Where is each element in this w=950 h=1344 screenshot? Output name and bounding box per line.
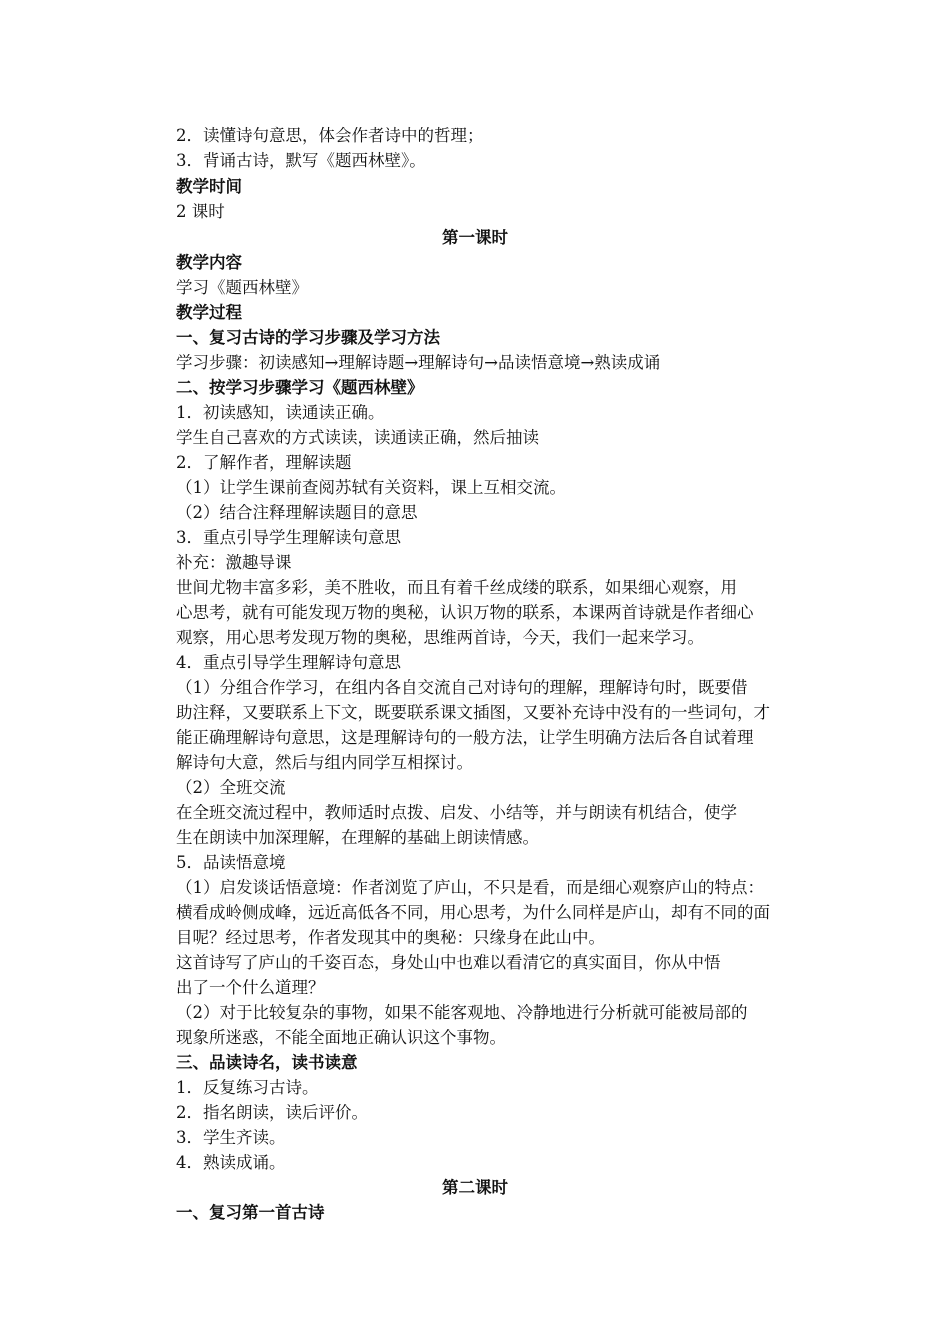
objective-3: 3．背诵古诗，默写《题西林壁》。 — [176, 151, 426, 170]
para2-line1: （1）分组合作学习，在组内各自交流自己对诗句的理解，理解诗句时，既要借 — [176, 678, 748, 697]
s2-item2-b: （2）结合注释理解读题目的意思 — [176, 503, 418, 522]
s3-item2: 2．指名朗读，读后评价。 — [176, 1103, 368, 1122]
para5-line2: 出了一个什么道理？ — [176, 978, 325, 997]
s3-item4: 4．熟读成诵。 — [176, 1153, 286, 1172]
para1-line3: 观察，用心思考发现万物的奥秘，思维两首诗，今天，我们一起来学习。 — [176, 628, 704, 647]
lesson2-section1-heading: 一、复习第一首古诗 — [176, 1203, 325, 1222]
s3-item3: 3．学生齐读。 — [176, 1128, 286, 1147]
teaching-time-value: 2 课时 — [176, 202, 225, 221]
para1-line1: 世间尤物丰富多彩，美不胜收，而且有着千丝成缕的联系，如果细心观察，用 — [176, 578, 737, 597]
s2-item4: 4．重点引导学生理解诗句意思 — [176, 653, 401, 672]
s3-item1: 1．反复练习古诗。 — [176, 1078, 319, 1097]
content-heading: 教学内容 — [176, 253, 242, 272]
s2-item1-text: 学生自己喜欢的方式读读，读通读正确，然后抽读 — [176, 428, 539, 447]
s2-item2-a: （1）让学生课前查阅苏轼有关资料，课上互相交流。 — [176, 478, 566, 497]
s2-item2: 2．了解作者，理解读题 — [176, 453, 352, 472]
lesson2-title: 第二课时 — [442, 1178, 508, 1197]
s2-item3: 3．重点引导学生理解读句意思 — [176, 528, 401, 547]
teaching-time-heading: 教学时间 — [176, 177, 242, 196]
para2-line2: 助注释，又要联系上下文，既要联系课文插图，又要补充诗中没有的一些词句，才 — [176, 703, 770, 722]
para3-line1: 在全班交流过程中，教师适时点拨、启发、小结等，并与朗读有机结合，使学 — [176, 803, 737, 822]
s2-item4-b: （2）全班交流 — [176, 778, 286, 797]
s2-item5: 5．品读悟意境 — [176, 853, 286, 872]
supplement: 补充：激趣导课 — [176, 553, 292, 572]
process-heading: 教学过程 — [176, 303, 242, 322]
para2-line4: 解诗句大意，然后与组内同学互相探讨。 — [176, 753, 473, 772]
s2-item1: 1．初读感知，读通读正确。 — [176, 403, 385, 422]
para2-line3: 能正确理解诗句意思，这是理解诗句的一般方法，让学生明确方法后各自试着理 — [176, 728, 754, 747]
para6-line2: 现象所迷惑，不能全面地正确认识这个事物。 — [176, 1028, 506, 1047]
section3-heading: 三、品读诗名，读书读意 — [176, 1053, 358, 1072]
section1-steps: 学习步骤：初读感知→理解诗题→理解诗句→品读悟意境→熟读成诵 — [176, 353, 661, 372]
lesson1-title: 第一课时 — [442, 228, 508, 247]
para3-line2: 生在朗读中加深理解，在理解的基础上朗读情感。 — [176, 828, 539, 847]
section1-heading: 一、复习古诗的学习步骤及学习方法 — [176, 328, 440, 347]
para4-line2: 横看成岭侧成峰，远近高低各不同，用心思考，为什么同样是庐山，却有不同的面 — [176, 903, 770, 922]
section2-heading: 二、按学习步骤学习《题西林壁》 — [176, 378, 424, 397]
para1-line2: 心思考，就有可能发现万物的奥秘，认识万物的联系，本课两首诗就是作者细心 — [176, 603, 754, 622]
para4-line1: （1）启发谈话悟意境：作者浏览了庐山，不只是看，而是细心观察庐山的特点： — [176, 878, 764, 897]
para6-line1: （2）对于比较复杂的事物，如果不能客观地、冷静地进行分析就可能被局部的 — [176, 1003, 748, 1022]
content-value: 学习《题西林壁》 — [176, 278, 308, 297]
para5-line1: 这首诗写了庐山的千姿百态，身处山中也难以看清它的真实面目，你从中悟 — [176, 953, 721, 972]
objective-2: 2．读懂诗句意思，体会作者诗中的哲理； — [176, 126, 484, 145]
para4-line3: 目呢？经过思考，作者发现其中的奥秘：只缘身在此山中。 — [176, 928, 605, 947]
